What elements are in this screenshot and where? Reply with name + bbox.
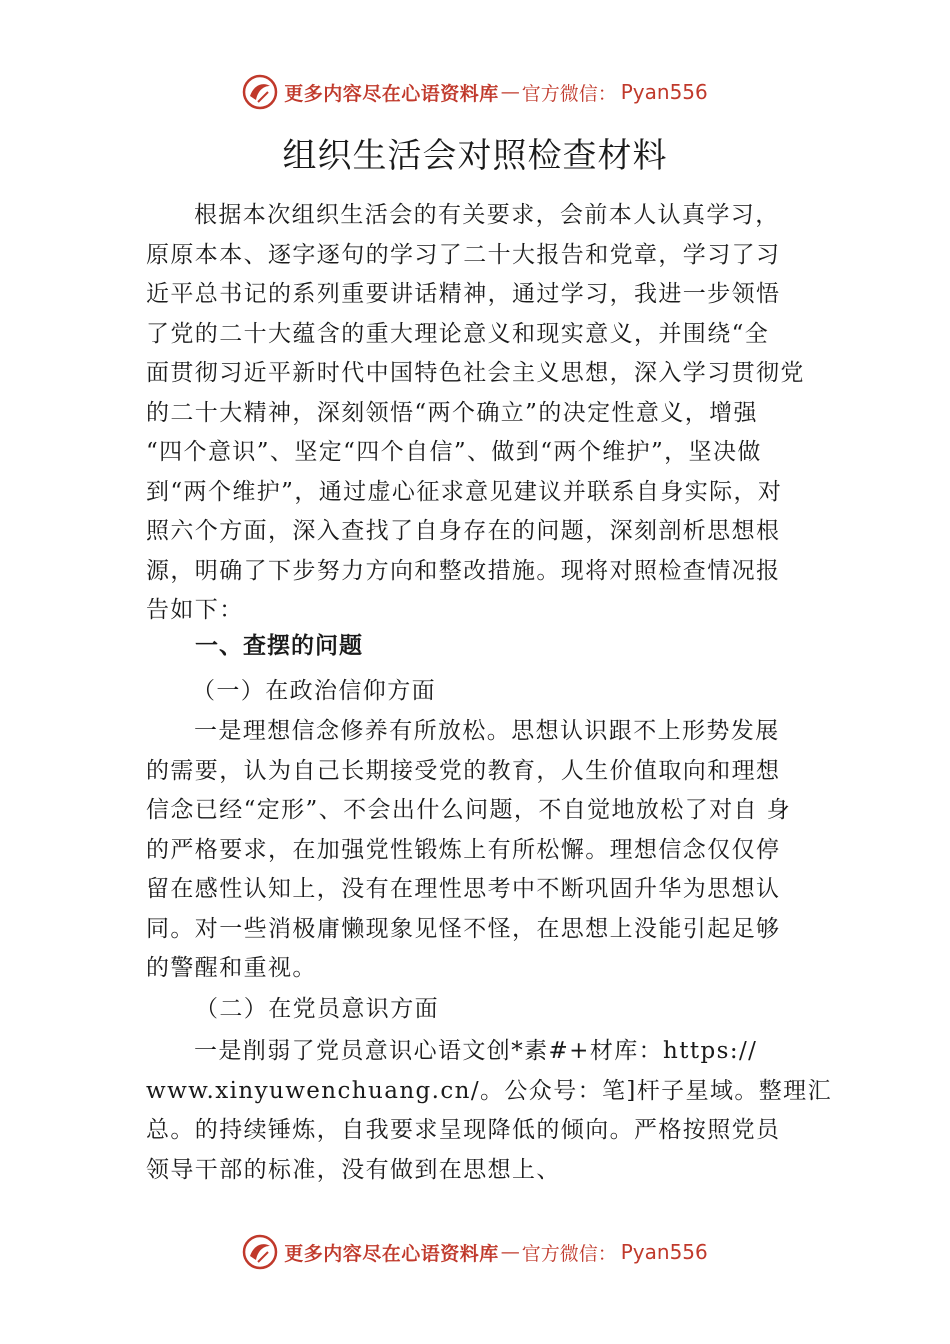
section2-line: 一是削弱了党员意识心语文创*素#+材库：https:// xyxy=(194,1038,758,1064)
intro-line: 原原本本、逐字逐句的学习了二十大报告和党章，学习了习 xyxy=(146,241,781,268)
section1-line: 的严格要求，在加强党性锻炼上有所松懈。理想信念仅仅停 xyxy=(146,836,781,863)
section1-line: 信念已经“定形”、不会出什么问题，不自觉地放松了对自 身 xyxy=(146,797,792,823)
banner-label: 官方微信： xyxy=(521,1242,617,1265)
intro-line: 近平总书记的系列重要讲话精神，通过学习，我进一步领悟 xyxy=(146,281,781,307)
section1-paragraph xyxy=(146,712,818,989)
intro-paragraph xyxy=(146,196,818,631)
header-banner xyxy=(0,70,950,114)
section1-line: 的警醒和重视。 xyxy=(146,955,317,981)
section2-line: 领导干部的标准，没有做到在思想上、 xyxy=(146,1156,561,1183)
logo-icon xyxy=(242,74,278,110)
section2-paragraph xyxy=(146,1032,832,1190)
footer-banner xyxy=(0,1230,950,1274)
section1-line: 一是理想信念修养有所放松。思想认识跟不上形势发展 xyxy=(194,718,780,744)
banner-main-text: 更多内容尽在心语资料库 xyxy=(284,82,499,105)
section2-line: www.xinyuwenchuang.cn/。公众号：笔]杆子星域。整理汇 xyxy=(146,1077,832,1104)
subsection-title-party-awareness: （二）在党员意识方面 xyxy=(195,996,439,1022)
intro-line: 的二十大精神，深刻领悟“两个确立”的决定性意义，增强 xyxy=(146,399,758,426)
intro-line: 到“两个维护”，通过虚心征求意见建议并联系自身实际，对 xyxy=(146,478,783,505)
section1-line: 同。对一些消极庸懒现象见怪不怪，在思想上没能引起足够 xyxy=(146,915,781,942)
banner-wechat-id: Pyan556 xyxy=(620,80,708,104)
intro-line: 根据本次组织生活会的有关要求，会前本人认真学习， xyxy=(194,202,780,228)
banner-main-text: 更多内容尽在心语资料库 xyxy=(284,1242,499,1265)
banner-label: 官方微信： xyxy=(521,82,617,105)
banner-wechat-id: Pyan556 xyxy=(620,1240,708,1264)
section2-line: 总。的持续锤炼，自我要求呈现降低的倾向。严格按照党员 xyxy=(146,1117,781,1143)
banner-separator: — xyxy=(500,1241,520,1263)
intro-line: 了党的二十大蕴含的重大理论意义和现实意义，并围绕“全 xyxy=(146,320,770,347)
subsection-title-political-belief: （一）在政治信仰方面 xyxy=(192,678,436,704)
section1-line: 留在感性认知上，没有在理性思考中不断巩固升华为思想认 xyxy=(146,876,781,902)
intro-line: “四个意识”、坚定“四个自信”、做到“两个维护”，坚决做 xyxy=(146,439,762,465)
banner-separator: — xyxy=(500,81,520,103)
intro-line: 告如下： xyxy=(146,597,244,623)
section-heading-issues: 一、查摆的问题 xyxy=(195,633,363,659)
logo-icon xyxy=(242,1234,278,1270)
document-title: 组织生活会对照检查材料 xyxy=(282,136,668,176)
intro-line: 面贯彻习近平新时代中国特色社会主义思想，深入学习贯彻党 xyxy=(146,360,805,386)
intro-line: 照六个方面，深入查找了自身存在的问题，深刻剖析思想根 xyxy=(146,518,781,544)
intro-line: 源，明确了下步努力方向和整改措施。现将对照检查情况报 xyxy=(146,557,781,584)
section1-line: 的需要，认为自己长期接受党的教育，人生价值取向和理想 xyxy=(146,757,781,784)
